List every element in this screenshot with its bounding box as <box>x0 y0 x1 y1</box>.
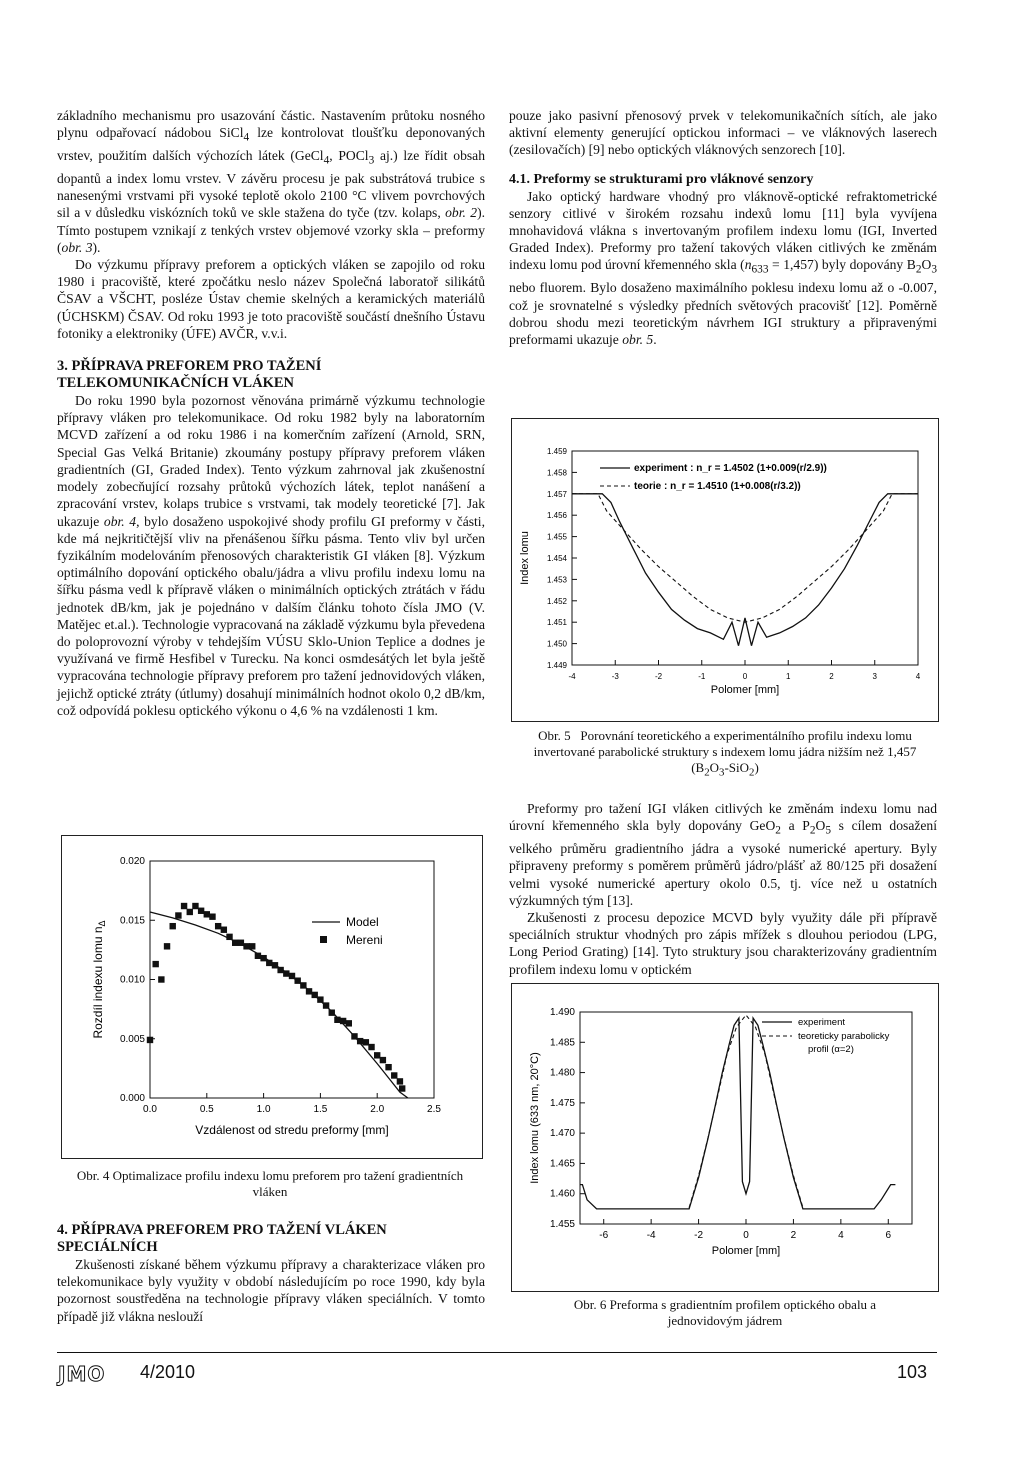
y-tick-label: 1.451 <box>546 618 567 628</box>
legend-model-label: Model <box>346 915 379 929</box>
journal-logo-text: JMO <box>58 1362 106 1386</box>
y-axis-label: Index lomu (633 nm, 20°C) <box>529 1052 541 1184</box>
x-tick-label: 0 <box>742 672 748 681</box>
data-point <box>397 1078 403 1084</box>
x-tick-label: 2 <box>790 1230 797 1241</box>
data-point <box>306 988 312 994</box>
data-point <box>294 977 300 983</box>
x-tick-label: -3 <box>611 672 619 681</box>
page-number: 103 <box>897 1362 928 1382</box>
y-tick-label: 1.455 <box>546 532 567 542</box>
y-tick-label: 1.452 <box>546 596 567 606</box>
x-tick-label: 6 <box>885 1230 892 1241</box>
data-point <box>238 940 244 946</box>
footer-rule <box>57 1352 937 1353</box>
figure-4-frame <box>61 835 483 1159</box>
y-axis-label: Index lomu <box>519 531 531 585</box>
data-point <box>260 955 266 961</box>
legend-experiment-label: experiment : n_r = 1.4502 (1+0.009(r/2.9)) <box>634 463 827 474</box>
y-tick-label: 1.470 <box>549 1128 575 1140</box>
figure-5-chart <box>512 419 938 721</box>
data-point <box>272 962 278 968</box>
x-tick-label: -2 <box>694 1230 704 1241</box>
x-tick-label: 0.5 <box>199 1104 214 1115</box>
x-tick-label: -6 <box>599 1230 609 1241</box>
data-point <box>255 953 261 959</box>
section-heading: 4. PŘÍPRAVA PREFOREM PRO TAŽENÍ VLÁKEN SPECIÁLNÍCH <box>57 1222 387 1255</box>
data-point <box>209 913 215 919</box>
paragraph: Zkušenosti získané během výzkumu přípravy a charakterizace vláken pro telekomunikace byly využity v období následujícím po roce 1990, kdy byla pozornost soustředěna na technologie přípravy vláken speciálních. V tomto případě již vlákna neslouží <box>57 1257 485 1324</box>
data-point <box>164 943 170 949</box>
data-point <box>334 1017 340 1023</box>
journal-logo <box>58 1362 105 1386</box>
paragraph: Do výzkumu přípravy preforem a optických vláken se zapojilo od roku 1980 i pracoviště, které zpočátku neslo název Společná laboratoř silikátů ČSAV a VŠCHT, posléze Ústav chemie skelných a keramických materiálů (ÚCHSKM) ČSAV. Od roku 1993 je toto pracoviště součástí dnešního Ústavu fotoniky a elektroniky (ÚFE) AVČR, v.v.i. <box>57 257 485 341</box>
x-tick-label: 4 <box>915 672 921 681</box>
data-point <box>391 1072 397 1078</box>
data-point <box>243 943 249 949</box>
x-tick-label: 2 <box>829 672 834 681</box>
legend-mereni-label: Mereni <box>346 933 383 947</box>
data-point <box>374 1052 380 1058</box>
data-point <box>226 934 232 940</box>
data-point <box>340 1018 346 1024</box>
figure-5-frame <box>511 418 939 722</box>
paragraph: pouze jako pasivní přenosový prvek v telekomunikačních sítích, ale jako aktivní elementy generující optickou informaci – ve vláknových laserech (zesilovačích) [9] nebo optických vláknových senzorech [10]. <box>509 108 937 158</box>
figure-4-caption: Obr. 4 Optimalizace profilu indexu lomu preforem pro tažení gradientních vláken <box>76 1168 464 1199</box>
right-column-top <box>509 107 937 348</box>
subsection-heading: 4.1. Preformy se strukturami pro vláknové senzory <box>509 171 814 187</box>
data-point <box>158 976 164 982</box>
data-point <box>351 1033 357 1039</box>
x-tick-label: 2.0 <box>370 1104 385 1115</box>
y-tick-label: 1.453 <box>546 575 567 585</box>
legend-theory-label-cont: profil (α=2) <box>808 1044 854 1055</box>
y-tick-label: 1.490 <box>549 1007 575 1018</box>
issue-number: 4/2010 <box>140 1362 196 1382</box>
data-point <box>363 1039 369 1045</box>
figure-5-caption: Obr. 5 Porovnání teoretického a experimentálního profilu indexu lomu invertované parabolické struktury s indexem lomu jádra nižším než 1,457 $(B_2O_3-SiO_2)$ <box>533 728 917 779</box>
y-tick-label: 0.015 <box>119 915 145 927</box>
y-tick-label: 1.460 <box>549 1188 575 1200</box>
data-point <box>357 1038 363 1044</box>
figure-6-caption: Obr. 6 Preforma s gradientním profilem optického obalu a jednovidovým jádrem <box>573 1297 877 1328</box>
x-axis-label: Polomer [mm] <box>711 1245 781 1257</box>
data-point <box>300 982 306 988</box>
figure-4-chart <box>62 836 482 1158</box>
y-tick-label: 1.450 <box>546 639 567 649</box>
x-tick-label: 2.5 <box>427 1104 441 1115</box>
paragraph: Do roku 1990 byla pozornost věnována primárně výzkumu technologie přípravy vláken pro telekomunikace. Od roku 1982 byly na laboratorním MCVD zařízení a od roku 1986 i na komerčním zařízení (Arnold, SRN, Special Gas Velká Britanie) zkoumány postupy přípravy preforem vláken gradientních (GI, Graded Index). Tento výzkum zahrnoval jak zkušenostní modely zobecňující rozsahy průtoků výchozích látek, teplot nanášení a zpracování vrstev, kolaps trubice s vrstvami, tak modely teoretické [7]. Jak ukazuje obr. 4, bylo dosaženo uspokojivé shody profilu GI preformy v části, kde má nejkritičtější vliv na přenášenou šířku pásma. Tento vliv byl určen fyzikálním modelováním přenosových charakteristik GI vláken [8]. Výzkum optimálního dopování optického obalu/jádra a vlivu profilu indexu lomu na šířku pásma vedl k přípravě vláken o minimálních optických ztrátách v řádu jednotek dB/km, jak je pojednáno v dalším článku tohoto čísla JMO (V. Matějec et.al.). Technologie vypracovaná na základě výzkumu byla převedena do poloprovozní výroby v tehdejším VÚSU Sklo-Union Teplice a dodnes je využívaná ve firmě Hesfibel v Turecku. Na konci osmdesátých let byla ještě vypracována technologie přípravy preforem pro tažení jednovidových vláken, jejichž optické ztráty (útlumy) dosahují minimálních hodnot okolo 0,2 dB/km, což odpovídá poklesu optického výkonu o 4,6 % na vzdálenosti 1 km. <box>57 393 485 718</box>
series-line <box>572 494 918 622</box>
data-point <box>385 1064 391 1070</box>
right-column-middle <box>509 800 937 978</box>
data-point <box>289 973 295 979</box>
series-line <box>689 1015 803 1208</box>
series-line <box>572 494 918 646</box>
x-tick-label: 1.0 <box>256 1104 271 1115</box>
data-point <box>323 1002 329 1008</box>
left-column-bottom <box>57 1222 485 1325</box>
y-tick-label: 1.449 <box>546 661 567 670</box>
paragraph: Preformy pro tažení IGI vláken citlivých ke změnám indexu lomu nad úrovní křemenného skla byly dopovány GeO$_2$ a $P_2O_5$ s cílem dosažení velkého průměru gradientního jádra a vysoké numerické apertury. Byly připraveny preformy s poměrem průměrů jádro/plášť až 80/125 při dosažení velmi vysoké numerické apertury okolo 0.5, tj. více než u ostatních výzkumných tým [13]. <box>509 801 937 908</box>
y-tick-label: 1.475 <box>549 1097 575 1109</box>
data-point <box>204 911 210 917</box>
data-point <box>317 996 323 1002</box>
data-point <box>329 1009 335 1015</box>
data-point <box>277 967 283 973</box>
legend-mereni-swatch <box>320 936 327 943</box>
data-point <box>380 1057 386 1063</box>
y-tick-label: 1.456 <box>546 511 567 521</box>
data-point <box>175 912 181 918</box>
y-tick-label: 1.459 <box>546 447 567 456</box>
x-tick-label: -2 <box>654 672 663 681</box>
data-point <box>399 1085 405 1091</box>
x-tick-label: -4 <box>646 1230 656 1241</box>
data-point <box>181 903 187 909</box>
paragraph: Zkušenosti z procesu depozice MCVD byly využity dále při přípravě speciálních struktur vhodných pro zápis mřížek s dlouhou periodou (LPG, Long Period Grating) [14]. Tyto struktury jsou charakterizovány gradientním profilem indexu lomu v optickém <box>509 909 937 977</box>
data-point <box>368 1044 374 1050</box>
y-tick-label: 1.465 <box>549 1158 575 1170</box>
left-column-top <box>57 107 485 719</box>
y-tick-label: 1.455 <box>549 1219 575 1230</box>
paragraph: Jako optický hardware vhodný pro vláknově-optické refraktometrické senzory citlivé v širokém rozsahu indexů lomu [11] byla vyvíjena mnohavidová vlákna s invertovaným profilem indexu lomu (IGI, Inverted Graded Index). Preformy pro tažení takových vláken citlivých ke změnám indexu lomu pod úrovní křemenného skla $(n_{633} = 1,457)$ byly dopovány $B_2O_3$ nebo fluorem. Bylo dosaženo maximálního poklesu indexu lomu až o -0.007, což je srovnatelné s výsledky předních světových pracovišť [12]. Poměrně dobrou shodu mezi teoretickým návrhem IGI struktury a připravenými preformami ukazuje obr. 5. <box>509 188 937 347</box>
y-tick-label: 1.480 <box>549 1067 575 1079</box>
y-tick-label: 1.457 <box>546 489 567 499</box>
y-tick-label: 0.010 <box>119 974 145 986</box>
y-axis-label: Rozdíl indexu lomu $n_\Delta$ <box>91 920 107 1039</box>
data-point <box>152 961 158 967</box>
figure-6-chart <box>512 984 938 1291</box>
data-point <box>198 908 204 914</box>
y-tick-label: 1.485 <box>549 1037 575 1049</box>
legend-theory-label: teoreticky parabolicky <box>798 1031 890 1042</box>
x-axis-label: Vzdálenost od stredu preformy [mm] <box>195 1123 389 1137</box>
x-axis-label: Polomer [mm] <box>710 684 780 696</box>
y-tick-label: 0.020 <box>119 856 145 867</box>
y-tick-label: 1.458 <box>546 468 567 478</box>
legend-teorie-label: teorie : n_r = 1.4510 (1+0.008(r/3.2)) <box>634 481 801 492</box>
data-point <box>215 923 221 929</box>
data-point <box>283 970 289 976</box>
data-point <box>170 923 176 929</box>
data-point <box>221 927 227 933</box>
data-point <box>187 909 193 915</box>
x-tick-label: -4 <box>568 672 576 681</box>
data-point <box>232 940 238 946</box>
plot-frame <box>150 861 434 1098</box>
x-tick-label: 1 <box>786 672 791 681</box>
y-tick-label: 0.005 <box>119 1033 145 1045</box>
data-point <box>266 960 272 966</box>
paragraph: základního mechanismu pro usazování částic. Nastavením průtoku nosného plynu odpařovací nádobou SiCl$_4$ lze kontrolovat tloušťku deponovaných vrstev, použitím dalších výchozích látek (GeCl$_4$, POCl$_3$ aj.) lze řídit obsah dopantů a index lomu vrstev. V závěru procesu je pak substrátová trubice s nanesenými vrstvami při vysoké teplotě okolo 2100 °C vlivem povrchových sil a v důsledku viskózních toků ve skle stažena do tyče (tzv. kolaps, obr. 2). Tímto postupem vznikají z tenkých vrstev objemové vzorky skla – preformy (obr. 3). <box>57 108 485 255</box>
x-tick-label: 4 <box>838 1230 844 1241</box>
y-tick-label: 0.000 <box>119 1093 145 1104</box>
x-tick-label: 0 <box>743 1230 749 1241</box>
data-point <box>192 903 198 909</box>
y-tick-label: 1.454 <box>546 554 567 563</box>
data-point <box>312 992 318 998</box>
data-point <box>147 1037 153 1043</box>
x-tick-label: 1.5 <box>313 1104 328 1115</box>
legend-experiment-label: experiment <box>798 1017 845 1028</box>
x-tick-label: -1 <box>698 672 706 681</box>
data-point <box>249 943 255 949</box>
x-tick-label: 3 <box>872 672 877 681</box>
x-tick-label: 0.0 <box>143 1104 157 1115</box>
section-heading: 3. PŘÍPRAVA PREFOREM PRO TAŽENÍ TELEKOMUNIKAČNÍCH VLÁKEN <box>57 358 322 392</box>
figure-6-frame <box>511 983 939 1292</box>
data-point <box>346 1020 352 1026</box>
